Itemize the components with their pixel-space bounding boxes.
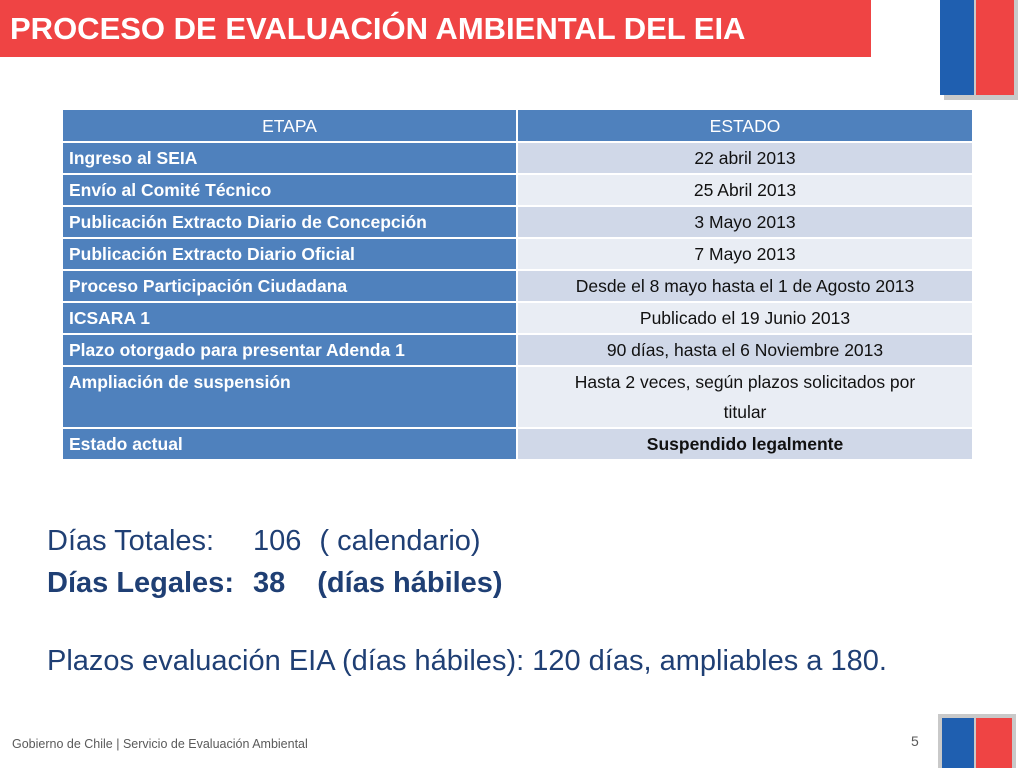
- estado-cell: Publicado el 19 Junio 2013: [517, 302, 973, 334]
- estado-cell: 25 Abril 2013: [517, 174, 973, 206]
- title-bar: [0, 0, 871, 57]
- table-row: [62, 428, 973, 460]
- etapa-cell: Estado actual: [62, 428, 517, 460]
- estado-cell: 90 días, hasta el 6 Noviembre 2013: [517, 334, 973, 366]
- dias-totales-value: 106: [253, 525, 302, 557]
- days-summary: [47, 520, 503, 604]
- table-row: [62, 238, 973, 270]
- etapa-cell: ICSARA 1: [62, 302, 517, 334]
- gobierno-logo-bottom: [938, 714, 1016, 768]
- footer-text: Gobierno de Chile | Servicio de Evaluación Ambiental: [12, 737, 308, 751]
- dias-legales-value: 38: [253, 567, 286, 599]
- estado-cell: Desde el 8 mayo hasta el 1 de Agosto 2013: [517, 270, 973, 302]
- etapa-cell: Ampliación de suspensión: [62, 366, 517, 428]
- estado-cell: 7 Mayo 2013: [517, 238, 973, 270]
- gobierno-logo-top: [940, 0, 1018, 100]
- page-number: 5: [911, 733, 919, 749]
- etapa-cell: Publicación Extracto Diario de Concepción: [62, 206, 517, 238]
- estado-cell: Suspendido legalmente: [517, 428, 973, 460]
- table-row: [62, 302, 973, 334]
- header-estado: ESTADO: [517, 109, 973, 142]
- evaluation-table: [61, 108, 972, 461]
- table-row: [62, 206, 973, 238]
- table-row: [62, 270, 973, 302]
- estado-cell: Hasta 2 veces, según plazos solicitados por titular: [517, 366, 973, 428]
- dias-legales-row: [47, 562, 503, 604]
- dias-totales-label: Días Totales:: [47, 525, 215, 557]
- page-title: PROCESO DE EVALUACIÓN AMBIENTAL DEL EIA: [10, 10, 746, 46]
- etapa-cell: Ingreso al SEIA: [62, 142, 517, 174]
- etapa-cell: Plazo otorgado para presentar Adenda 1: [62, 334, 517, 366]
- etapa-cell: Proceso Participación Ciudadana: [62, 270, 517, 302]
- table-row: [62, 366, 973, 428]
- header-etapa: ETAPA: [62, 109, 517, 142]
- dias-legales-unit: (días hábiles): [317, 567, 503, 599]
- etapa-cell: Publicación Extracto Diario Oficial: [62, 238, 517, 270]
- etapa-cell: Envío al Comité Técnico: [62, 174, 517, 206]
- dias-totales-unit: ( calendario): [319, 525, 481, 557]
- table-row: [62, 174, 973, 206]
- plazos-text: Plazos evaluación EIA (días hábiles): 120 días, ampliables a 180.: [47, 645, 887, 677]
- table-row: [62, 142, 973, 174]
- dias-totales-row: [47, 520, 503, 562]
- estado-cell: 3 Mayo 2013: [517, 206, 973, 238]
- dias-legales-label: Días Legales:: [47, 567, 234, 599]
- estado-cell: 22 abril 2013: [517, 142, 973, 174]
- table-row: [62, 334, 973, 366]
